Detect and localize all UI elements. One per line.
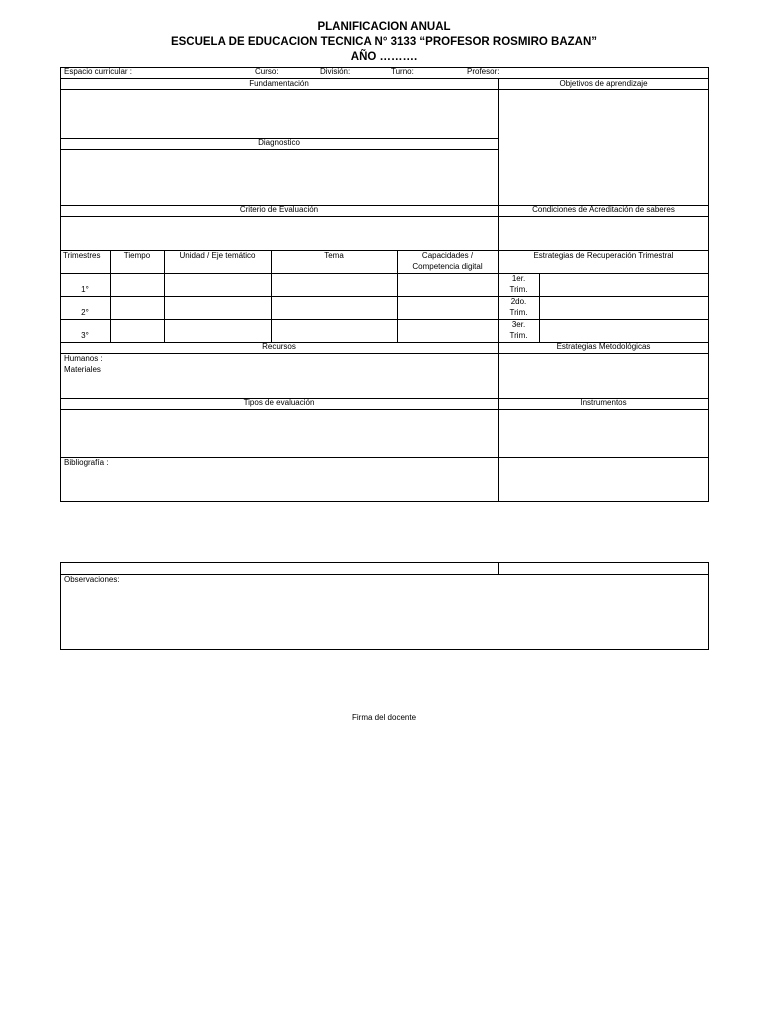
row-1-label: 1° bbox=[81, 285, 89, 294]
col-unidad: Unidad / Eje temático bbox=[179, 251, 256, 260]
observaciones-box bbox=[60, 562, 709, 650]
divider bbox=[498, 562, 499, 574]
criterio-heading: Criterio de Evaluación bbox=[239, 205, 319, 214]
profesor-label: Profesor: bbox=[467, 67, 500, 76]
materiales-label: Materiales bbox=[64, 365, 101, 374]
rec-3-line1: 3er. bbox=[511, 320, 526, 329]
espacio-curricular-label: Espacio curricular : bbox=[64, 67, 133, 76]
col-tema: Tema bbox=[324, 251, 344, 260]
col-trimestres: Trimestres bbox=[63, 251, 101, 260]
condiciones-heading: Condiciones de Acreditación de saberes bbox=[532, 205, 675, 214]
rec-3-line2: Trim. bbox=[509, 331, 528, 340]
col-competencia: Competencia digital bbox=[412, 262, 483, 271]
divider bbox=[60, 409, 709, 410]
document-title: PLANIFICACION ANUAL bbox=[317, 21, 451, 33]
col-tiempo: Tiempo bbox=[123, 251, 151, 260]
col-capacidades: Capacidades / bbox=[421, 251, 474, 260]
estrategias-heading: Estrategias Metodológicas bbox=[556, 342, 651, 351]
school-name: ESCUELA DE EDUCACION TECNICA N° 3133 “PROFESOR ROSMIRO BAZAN” bbox=[170, 36, 598, 48]
divider bbox=[60, 273, 709, 274]
divider bbox=[539, 273, 540, 342]
planning-form bbox=[60, 67, 709, 502]
row-2-label: 2° bbox=[81, 308, 89, 317]
column-divider bbox=[498, 342, 499, 502]
divider bbox=[60, 319, 709, 320]
recuperacion-heading: Estrategias de Recuperación Trimestral bbox=[533, 251, 674, 260]
divider bbox=[60, 574, 709, 575]
curso-label: Curso: bbox=[255, 67, 279, 76]
divider bbox=[60, 89, 709, 90]
rec-1-line1: 1er. bbox=[511, 274, 526, 283]
rec-2-line1: 2do. bbox=[510, 297, 527, 306]
rec-1-line2: Trim. bbox=[509, 285, 528, 294]
divider bbox=[60, 216, 709, 217]
bibliografia-label: Bibliografía : bbox=[64, 458, 109, 467]
divider bbox=[60, 149, 498, 150]
humanos-label: Humanos : bbox=[64, 354, 103, 363]
row-3-label: 3° bbox=[81, 331, 89, 340]
year-line: AÑO ………. bbox=[350, 51, 418, 63]
turno-label: Turno: bbox=[391, 67, 414, 76]
observaciones-label: Observaciones: bbox=[64, 575, 120, 584]
divider bbox=[60, 296, 709, 297]
division-label: División: bbox=[320, 67, 351, 76]
objetivos-heading: Objetivos de aprendizaje bbox=[559, 79, 648, 88]
firma-docente: Firma del docente bbox=[351, 713, 417, 722]
rec-2-line2: Trim. bbox=[509, 308, 528, 317]
divider bbox=[60, 353, 709, 354]
recursos-heading: Recursos bbox=[262, 342, 296, 351]
column-divider bbox=[498, 78, 499, 251]
instrumentos-heading: Instrumentos bbox=[580, 398, 627, 407]
diagnostico-heading: Diagnostico bbox=[258, 138, 300, 147]
fundamentacion-heading: Fundamentación bbox=[249, 79, 309, 88]
tipos-heading: Tipos de evaluación bbox=[243, 398, 315, 407]
divider bbox=[60, 457, 709, 458]
